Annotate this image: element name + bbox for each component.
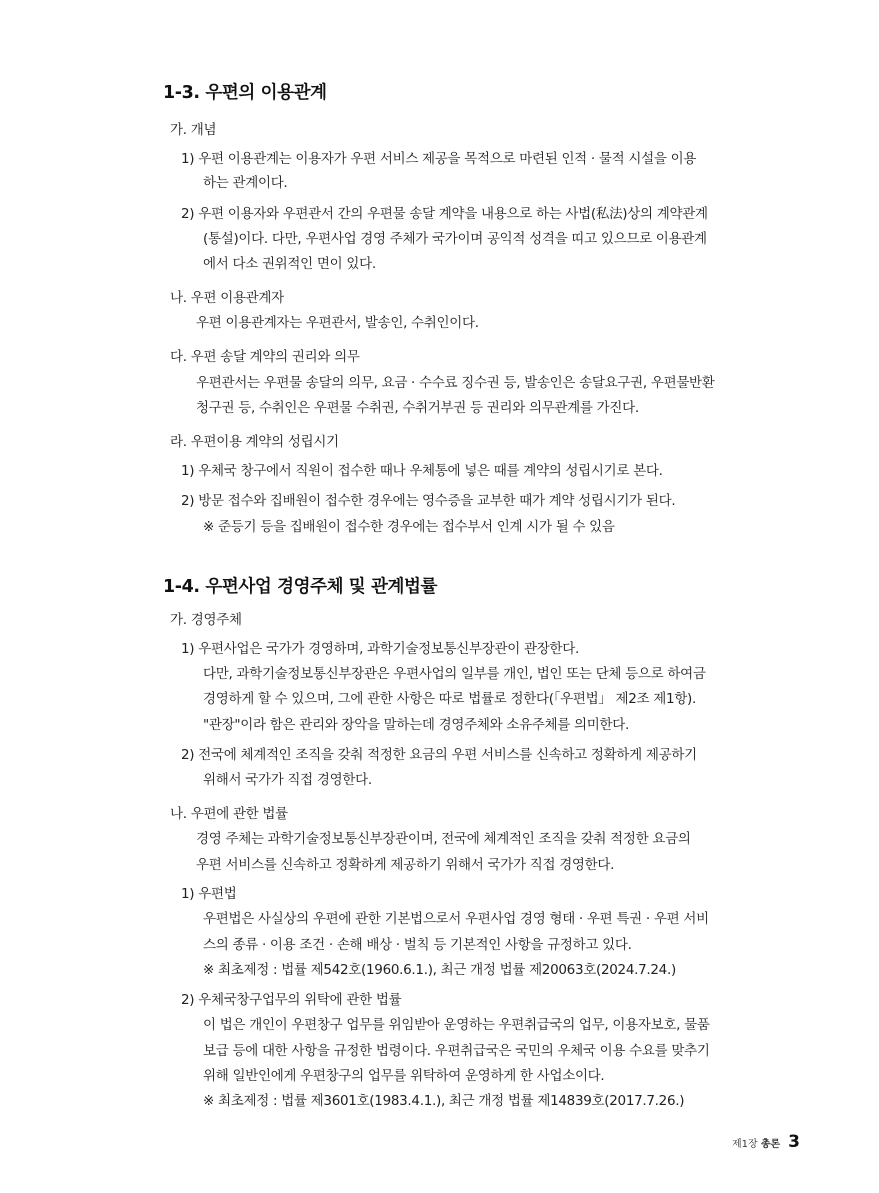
page-number: 3 — [788, 1132, 800, 1152]
subsection-item-title: 2) 우체국창구업무의 위탁에 관한 법률 — [181, 992, 402, 1008]
paragraph-line: 우편 서비스를 신속하고 정확하게 제공하기 위해서 국가가 직접 경영한다. — [196, 857, 615, 873]
paragraph-line: 다만, 과학기술정보통신부장관은 우편사업의 일부를 개인, 법인 또는 단체 등으로 하여금 — [203, 666, 706, 682]
paragraph-line: 경영 주체는 과학기술정보통신부장관이며, 전국에 체계적인 조직을 갖춰 적정한 요금의 — [196, 831, 691, 847]
subsection-heading: 가. 경영주체 — [170, 612, 242, 628]
paragraph-line: 우편 이용관계자는 우편관서, 발송인, 수취인이다. — [196, 315, 479, 331]
subsection-heading: 다. 우편 송달 계약의 권리와 의무 — [170, 349, 360, 365]
page-footer — [732, 1132, 800, 1152]
subsection-heading: 가. 개념 — [170, 122, 217, 138]
paragraph-line: 위해 일반인에게 우편창구의 업무를 위탁하여 운영하게 한 사업소이다. — [203, 1068, 605, 1084]
subsection-heading: 나. 우편 이용관계자 — [170, 290, 284, 306]
paragraph-line: 2) 방문 접수와 집배원이 접수한 경우에는 영수증을 교부한 때가 계약 성립시기가 된다. — [181, 493, 676, 509]
paragraph-line: 보급 등에 대한 사항을 규정한 법령이다. 우편취급국은 국민의 우체국 이용 수요를 맞추기 — [203, 1043, 710, 1059]
chapter-number: 제1장 — [731, 1139, 758, 1150]
paragraph-line: 1) 우편 이용관계는 이용자가 우편 서비스 제공을 목적으로 마련된 인적 · 물적 시설을 이용 — [181, 151, 697, 167]
paragraph-line: 스의 종류 · 이용 조건 · 손해 배상 · 벌칙 등 기본적인 사항을 규정하고 있다. — [203, 937, 632, 953]
note-line: ※ 최초제정 : 법률 제3601호(1983.4.1.), 최근 개정 법률 제14839호(2017.7.26.) — [203, 1093, 685, 1109]
chapter-name: 총론 — [760, 1139, 781, 1150]
paragraph-line: 우편법은 사실상의 우편에 관한 기본법으로서 우편사업 경영 형태 · 우편 특권 · 우편 서비 — [203, 911, 709, 927]
paragraph-line: 에서 다소 권위적인 면이 있다. — [203, 256, 376, 272]
paragraph-line: 경영하게 할 수 있으며, 그에 관한 사항은 따로 법률로 정한다(「우편법」 제2조 제1항). — [203, 691, 697, 707]
note-line: ※ 준등기 등을 집배원이 접수한 경우에는 접수부서 인계 시가 될 수 있음 — [203, 519, 615, 535]
paragraph-line: 청구권 등, 수취인은 우편물 수취권, 수취거부권 등 권리와 의무관계를 가진다. — [196, 400, 639, 416]
paragraph-line: 1) 우편사업은 국가가 경영하며, 과학기술정보통신부장관이 관장한다. — [181, 641, 579, 657]
paragraph-line: 1) 우체국 창구에서 직원이 접수한 때나 우체통에 넣은 때를 계약의 성립시기로 본다. — [181, 463, 663, 479]
note-line: ※ 최초제정 : 법률 제542호(1960.6.1.), 최근 개정 법률 제20063호(2024.7.24.) — [203, 962, 676, 978]
paragraph-line: 우편관서는 우편물 송달의 의무, 요금 · 수수료 징수권 등, 발송인은 송달요구권, 우편물반환 — [196, 375, 715, 391]
subsection-heading: 라. 우편이용 계약의 성립시기 — [170, 434, 339, 450]
paragraph-line: (통설)이다. 다만, 우편사업 경영 주체가 국가이며 공익적 성격을 띠고 있으므로 이용관계 — [203, 231, 707, 247]
paragraph-line: 위해서 국가가 직접 경영한다. — [203, 772, 372, 788]
paragraph-line: 2) 전국에 체계적인 조직을 갖춰 적정한 요금의 우편 서비스를 신속하고 정확하게 제공하기 — [181, 747, 697, 763]
section-title: 1-4. 우편사업 경영주체 및 관계법률 — [163, 577, 437, 597]
subsection-heading: 나. 우편에 관한 법률 — [170, 806, 288, 822]
subsection-item-title: 1) 우편법 — [181, 886, 237, 902]
paragraph-line: 하는 관계이다. — [203, 175, 288, 191]
paragraph-line: "관장"이라 함은 관리와 장악을 말하는데 경영주체와 소유주체를 의미한다. — [203, 717, 629, 733]
chapter-label — [732, 1135, 780, 1150]
paragraph-line: 이 법은 개인이 우편창구 업무를 위임받아 운영하는 우편취급국의 업무, 이용자보호, 물품 — [203, 1017, 710, 1033]
paragraph-line: 2) 우편 이용자와 우편관서 간의 우편물 송달 계약을 내용으로 하는 사법(私法)상의 계약관계 — [181, 206, 708, 222]
section-title: 1-3. 우편의 이용관계 — [163, 83, 327, 103]
